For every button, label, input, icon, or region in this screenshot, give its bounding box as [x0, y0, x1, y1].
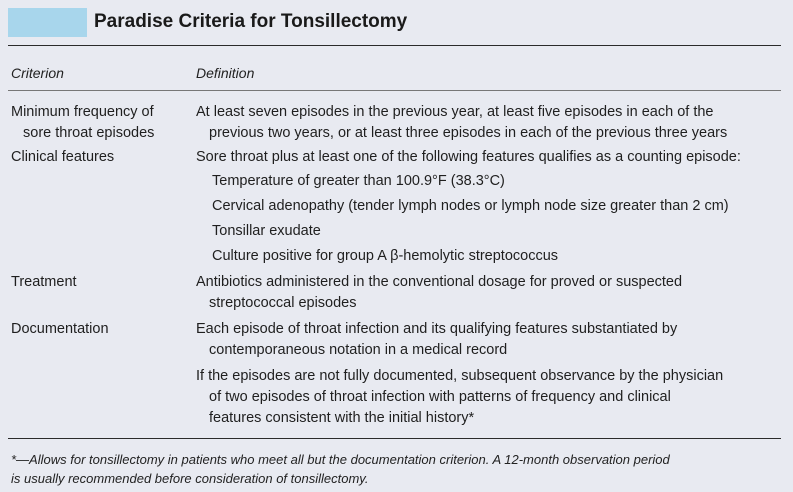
definition-cell: [196, 147, 786, 267]
criterion-cell: [11, 272, 191, 293]
criterion-cell: [11, 319, 191, 340]
criterion-text: Minimum frequency of: [11, 104, 154, 120]
title-color-block: [8, 8, 87, 37]
criterion-cell: [11, 147, 191, 168]
definition-text: Sore throat plus at least one of the following features qualifies as a counting episode:: [196, 149, 741, 165]
definition-paragraph: [196, 366, 786, 429]
definition-paragraph: [196, 272, 786, 314]
definition-cell: [196, 272, 786, 314]
definition-text: streptococcal episodes: [209, 295, 357, 311]
sub-item: Cervical adenopathy (tender lymph nodes or lymph node size greater than 2 cm): [212, 198, 729, 214]
definition-text: At least seven episodes in the previous year, at least five episodes in each of the: [196, 104, 714, 120]
criterion-text: Clinical features: [11, 149, 115, 165]
footnote-text: *—Allows for tonsillectomy in patients who meet all but the documentation criterion. A 12-month observation period: [11, 452, 670, 467]
header-rule: [8, 90, 781, 91]
criterion-cell: [11, 102, 191, 144]
definition-paragraph: [196, 147, 786, 168]
criterion-text: Treatment: [11, 274, 77, 290]
definition-text: If the episodes are not fully documented, subsequent observance by the physician: [196, 368, 724, 384]
bottom-rule: [8, 438, 781, 439]
definition-text: features consistent with the initial history*: [209, 410, 475, 426]
sub-item: Tonsillar exudate: [212, 223, 321, 239]
column-header-definition: Definition: [196, 65, 255, 81]
definition-cell: [196, 102, 786, 144]
definition-text: contemporaneous notation in a medical record: [209, 342, 508, 358]
definition-paragraph: [196, 319, 786, 361]
table-title: Paradise Criteria for Tonsillectomy: [94, 11, 408, 32]
criterion-text: sore throat episodes: [23, 125, 155, 141]
footnote: [11, 450, 786, 488]
column-header-criterion: Criterion: [11, 65, 64, 81]
footnote-text: is usually recommended before consideration of tonsillectomy.: [11, 471, 369, 486]
definition-paragraph: [196, 102, 786, 144]
sub-item: Culture positive for group A β-hemolytic streptococcus: [212, 248, 559, 264]
criterion-text: Documentation: [11, 321, 109, 337]
definition-text: Antibiotics administered in the conventional dosage for proved or suspected: [196, 274, 683, 290]
definition-text: previous two years, or at least three episodes in each of the previous three years: [209, 125, 728, 141]
definition-text: Each episode of throat infection and its qualifying features substantiated by: [196, 321, 678, 337]
definition-text: of two episodes of throat infection with patterns of frequency and clinical: [209, 389, 671, 405]
definition-cell: [196, 319, 786, 429]
sub-item: Temperature of greater than 100.9°F (38.3°C): [212, 173, 505, 189]
top-rule: [8, 45, 781, 46]
title-row: [0, 0, 793, 46]
